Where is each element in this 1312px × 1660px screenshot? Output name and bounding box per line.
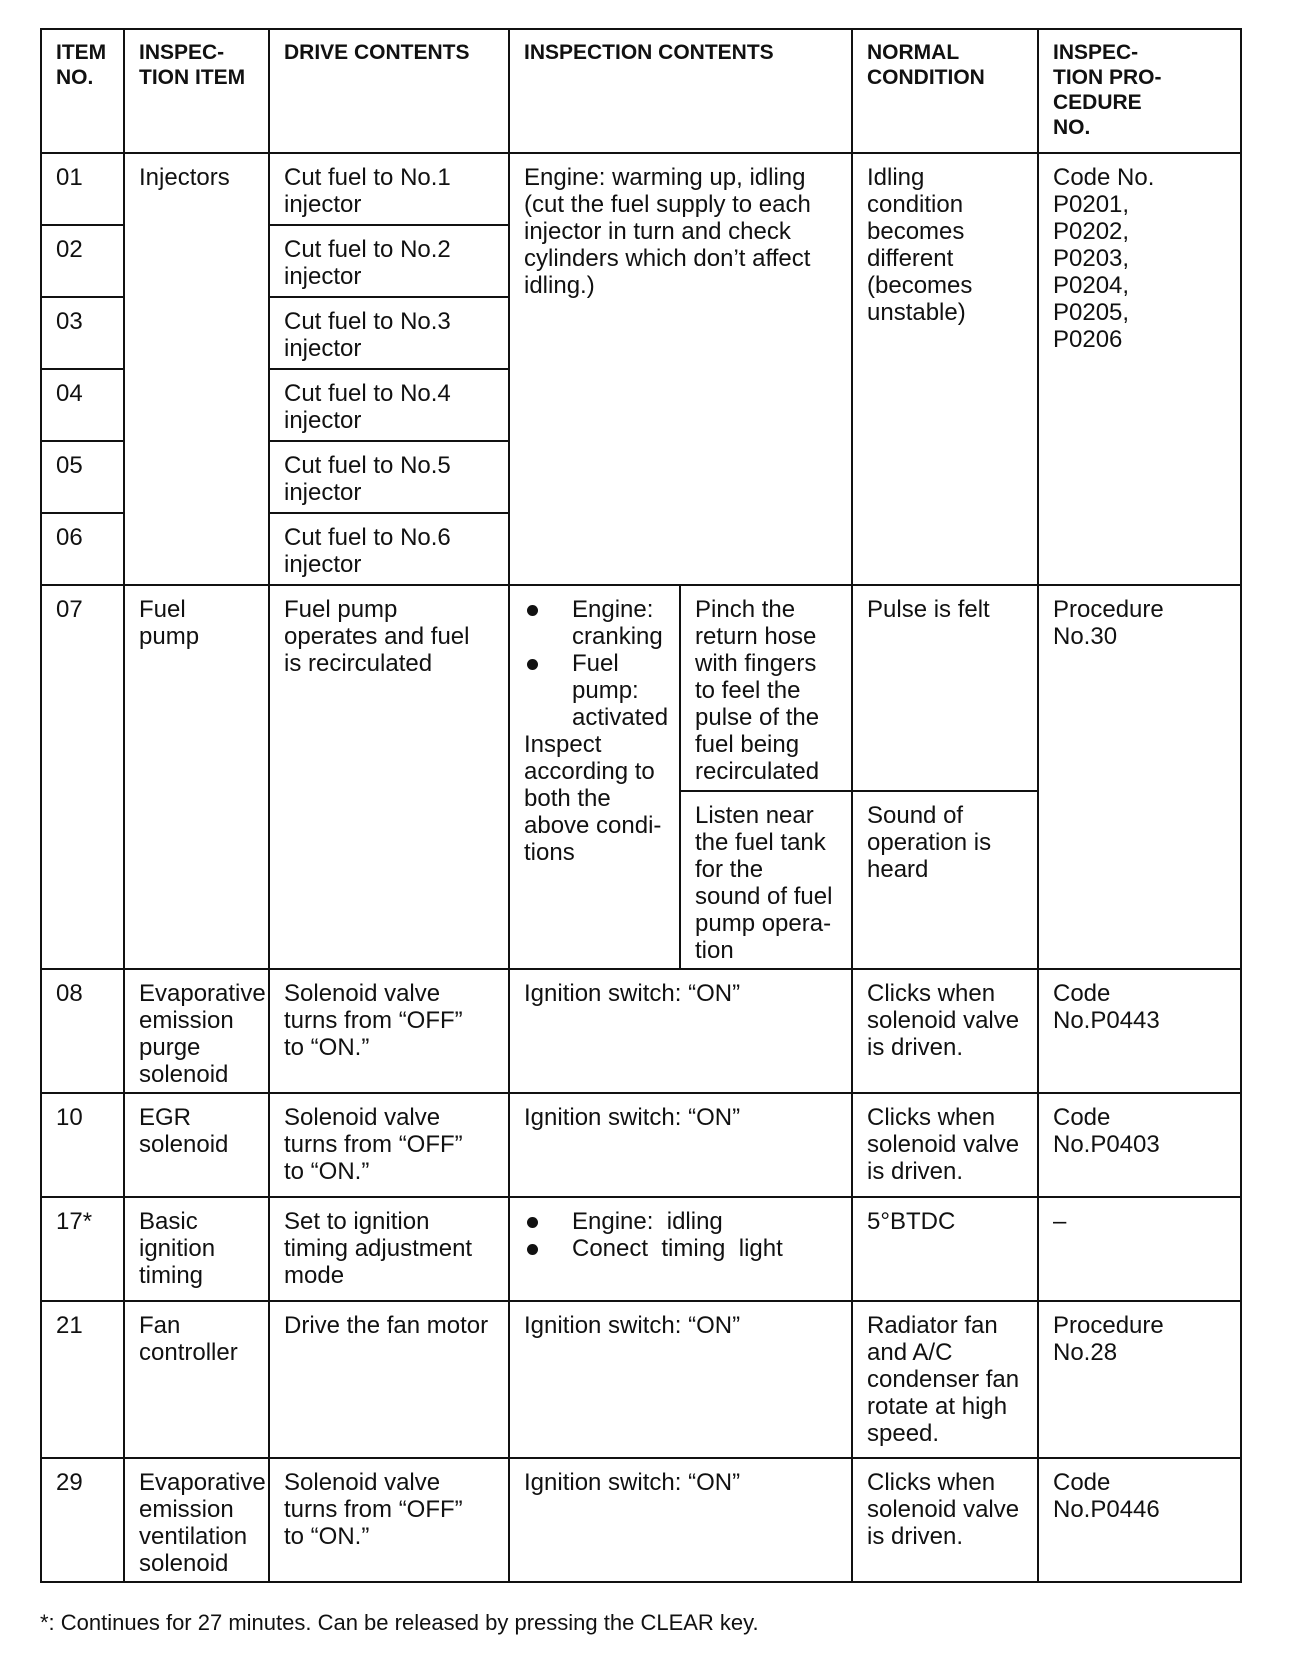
inspection-item-cell: Fan controller — [124, 1301, 269, 1458]
inspection-contents-cell — [509, 1197, 852, 1301]
item-no-cell: 21 — [41, 1301, 124, 1458]
drive-contents-cell: Fuel pump operates and fuel is recirculated — [269, 585, 509, 969]
item-no-cell: 08 — [41, 969, 124, 1093]
table-row — [41, 153, 1241, 225]
condition-bullet: Engine: cranking — [524, 596, 667, 650]
item-no-cell: 29 — [41, 1458, 124, 1582]
inspection-method-cell: Listen near the fuel tank for the sound of fuel pump opera- tion — [680, 791, 852, 969]
drive-contents-cell: Set to ignition timing adjustment mode — [269, 1197, 509, 1301]
normal-condition-cell: Radiator fan and A/C condenser fan rotate at high speed. — [852, 1301, 1038, 1458]
item-no-cell: 04 — [41, 369, 124, 441]
item-no-cell: 06 — [41, 513, 124, 585]
item-no-cell: 07 — [41, 585, 124, 969]
table-row — [41, 1197, 1241, 1301]
procedure-no-cell: Code No.P0443 — [1038, 969, 1241, 1093]
inspection-table-document — [40, 28, 1240, 1583]
actuator-test-table — [40, 28, 1242, 1583]
table-row — [41, 1093, 1241, 1197]
header-normal-condition: NORMAL CONDITION — [852, 29, 1038, 153]
inspection-item-cell: EGR solenoid — [124, 1093, 269, 1197]
procedure-no-cell: Code No. P0201, P0202, P0203, P0204, P0205, P0206 — [1038, 153, 1241, 585]
item-no-cell: 01 — [41, 153, 124, 225]
drive-contents-cell: Cut fuel to No.4 injector — [269, 369, 509, 441]
procedure-no-cell: Code No.P0446 — [1038, 1458, 1241, 1582]
inspection-contents-cell: Engine: warming up, idling (cut the fuel supply to each injector in turn and check cylinders which don’t affect idling.) — [509, 153, 852, 585]
procedure-no-cell: Procedure No.28 — [1038, 1301, 1241, 1458]
drive-contents-cell: Cut fuel to No.2 injector — [269, 225, 509, 297]
inspection-contents-cell: Ignition switch: “ON” — [509, 1093, 852, 1197]
drive-contents-cell: Drive the fan motor — [269, 1301, 509, 1458]
procedure-no-cell: – — [1038, 1197, 1241, 1301]
header-row — [41, 29, 1241, 153]
inspection-item-cell: Fuel pump — [124, 585, 269, 969]
inspection-item-cell: Evaporative emission purge solenoid — [124, 969, 269, 1093]
normal-condition-cell: Clicks when solenoid valve is driven. — [852, 1458, 1038, 1582]
table-row — [41, 1301, 1241, 1458]
normal-condition-cell: Clicks when solenoid valve is driven. — [852, 1093, 1038, 1197]
table-row — [41, 969, 1241, 1093]
drive-contents-cell: Solenoid valve turns from “OFF” to “ON.” — [269, 1093, 509, 1197]
item-no-cell: 03 — [41, 297, 124, 369]
condition-bullet-list — [524, 1208, 839, 1262]
item-no-cell: 10 — [41, 1093, 124, 1197]
inspection-method-cell: Pinch the return hose with fingers to feel the pulse of the fuel being recirculated — [680, 585, 852, 791]
normal-condition-cell: 5°BTDC — [852, 1197, 1038, 1301]
header-item-no: ITEM NO. — [41, 29, 124, 153]
drive-contents-cell: Solenoid valve turns from “OFF” to “ON.” — [269, 1458, 509, 1582]
condition-bullet: Conect timing light — [524, 1235, 839, 1262]
drive-contents-cell: Cut fuel to No.1 injector — [269, 153, 509, 225]
footnote: *: Continues for 27 minutes. Can be released by pressing the CLEAR key. — [40, 1610, 759, 1635]
inspection-contents-cell: Ignition switch: “ON” — [509, 1301, 852, 1458]
inspection-item-cell: Basic ignition timing — [124, 1197, 269, 1301]
inspection-item-cell: Evaporative emission ventilation solenoid — [124, 1458, 269, 1582]
normal-condition-cell: Pulse is felt — [852, 585, 1038, 791]
drive-contents-cell: Cut fuel to No.5 injector — [269, 441, 509, 513]
inspection-contents-cell: Ignition switch: “ON” — [509, 969, 852, 1093]
inspection-conditions-cell — [509, 585, 680, 969]
header-inspection-contents: INSPECTION CONTENTS — [509, 29, 852, 153]
normal-condition-cell: Sound of operation is heard — [852, 791, 1038, 969]
item-no-cell: 17* — [41, 1197, 124, 1301]
procedure-no-cell: Procedure No.30 — [1038, 585, 1241, 969]
header-drive-contents: DRIVE CONTENTS — [269, 29, 509, 153]
drive-contents-cell: Cut fuel to No.6 injector — [269, 513, 509, 585]
header-inspection-item: INSPEC- TION ITEM — [124, 29, 269, 153]
inspection-contents-cell: Ignition switch: “ON” — [509, 1458, 852, 1582]
condition-bullet: Fuel pump: activated — [524, 650, 667, 731]
procedure-no-cell: Code No.P0403 — [1038, 1093, 1241, 1197]
normal-condition-cell: Idling condition becomes different (becomes unstable) — [852, 153, 1038, 585]
header-procedure-no: INSPEC- TION PRO- CEDURE NO. — [1038, 29, 1241, 153]
item-no-cell: 02 — [41, 225, 124, 297]
normal-condition-cell: Clicks when solenoid valve is driven. — [852, 969, 1038, 1093]
inspection-item-cell: Injectors — [124, 153, 269, 585]
condition-bullet: Engine: idling — [524, 1208, 839, 1235]
conditions-note: Inspect according to both the above condi- tions — [524, 731, 662, 866]
table-row — [41, 585, 1241, 791]
drive-contents-cell: Solenoid valve turns from “OFF” to “ON.” — [269, 969, 509, 1093]
drive-contents-cell: Cut fuel to No.3 injector — [269, 297, 509, 369]
item-no-cell: 05 — [41, 441, 124, 513]
table-row — [41, 1458, 1241, 1582]
condition-bullet-list — [524, 596, 667, 731]
